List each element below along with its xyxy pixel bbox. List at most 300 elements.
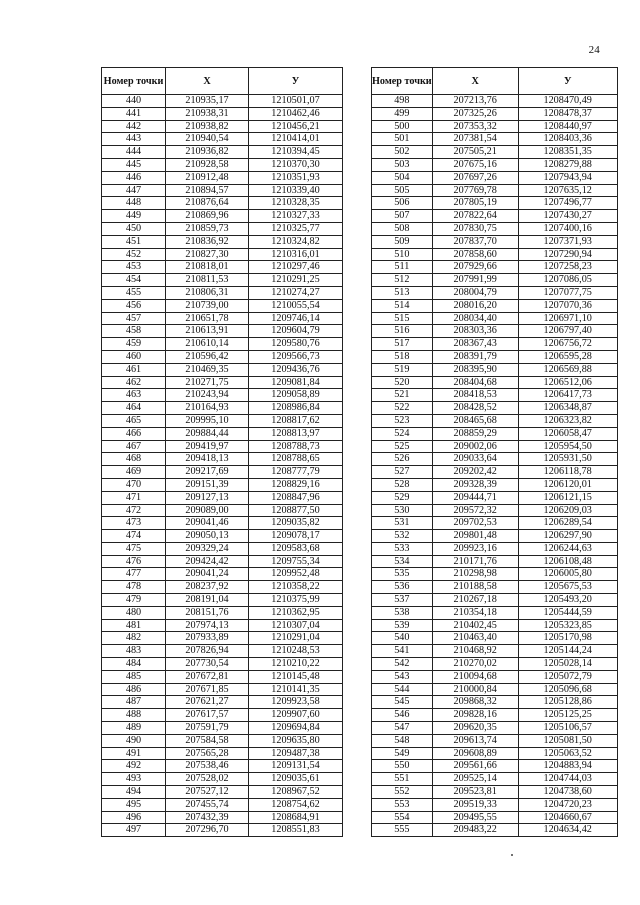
table-row — [372, 606, 618, 619]
cell-x: 209002,06 — [432, 440, 518, 453]
cell-x: 210243,94 — [166, 389, 249, 402]
cell-y: 1206569,88 — [518, 363, 617, 376]
cell-x: 210094,68 — [432, 670, 518, 683]
cell-point-number: 545 — [372, 696, 433, 709]
cell-x: 208418,53 — [432, 389, 518, 402]
cell-y: 1209694,84 — [249, 722, 343, 735]
table-row — [102, 184, 343, 197]
cell-y: 1207430,27 — [518, 210, 617, 223]
cell-x: 207858,60 — [432, 248, 518, 261]
cell-x: 209444,71 — [432, 491, 518, 504]
cell-y: 1210370,30 — [249, 158, 343, 171]
cell-x: 209424,42 — [166, 555, 249, 568]
table-row — [102, 606, 343, 619]
cell-y: 1208684,91 — [249, 811, 343, 824]
cell-x: 209418,13 — [166, 453, 249, 466]
table-row — [102, 517, 343, 530]
cell-y: 1204744,03 — [518, 773, 617, 786]
cell-y: 1210145,48 — [249, 670, 343, 683]
cell-x: 209828,16 — [432, 709, 518, 722]
table-row — [372, 402, 618, 415]
cell-point-number: 495 — [102, 798, 166, 811]
cell-x: 210940,54 — [166, 133, 249, 146]
table-row — [102, 95, 343, 108]
header-y: У — [249, 68, 343, 95]
cell-point-number: 541 — [372, 645, 433, 658]
table-row — [372, 440, 618, 453]
cell-y: 1206244,63 — [518, 542, 617, 555]
table-row — [372, 722, 618, 735]
cell-y: 1210351,93 — [249, 171, 343, 184]
cell-y: 1207496,77 — [518, 197, 617, 210]
cell-y: 1210274,27 — [249, 286, 343, 299]
cell-point-number: 491 — [102, 747, 166, 760]
cell-point-number: 506 — [372, 197, 433, 210]
table-row — [372, 760, 618, 773]
cell-x: 207675,16 — [432, 158, 518, 171]
cell-x: 207974,13 — [166, 619, 249, 632]
cell-x: 209525,14 — [432, 773, 518, 786]
cell-point-number: 440 — [102, 95, 166, 108]
cell-x: 209523,81 — [432, 786, 518, 799]
cell-x: 207671,85 — [166, 683, 249, 696]
cell-point-number: 468 — [102, 453, 166, 466]
cell-point-number: 522 — [372, 402, 433, 415]
cell-x: 208395,90 — [432, 363, 518, 376]
table-row — [102, 120, 343, 133]
cell-point-number: 459 — [102, 338, 166, 351]
table-row — [102, 350, 343, 363]
cell-x: 207591,79 — [166, 722, 249, 735]
cell-point-number: 515 — [372, 312, 433, 325]
cell-x: 207672,81 — [166, 670, 249, 683]
cell-x: 207805,19 — [432, 197, 518, 210]
cell-x: 209702,53 — [432, 517, 518, 530]
cell-y: 1205125,25 — [518, 709, 617, 722]
cell-point-number: 493 — [102, 773, 166, 786]
table-row — [372, 619, 618, 632]
cell-x: 210859,73 — [166, 222, 249, 235]
cell-point-number: 453 — [102, 261, 166, 274]
table-row — [372, 491, 618, 504]
cell-point-number: 479 — [102, 594, 166, 607]
cell-x: 207822,64 — [432, 210, 518, 223]
table-row — [102, 734, 343, 747]
table-row — [372, 696, 618, 709]
cell-y: 1209081,84 — [249, 376, 343, 389]
table-row — [372, 133, 618, 146]
cell-x: 207584,58 — [166, 734, 249, 747]
cell-x: 207621,27 — [166, 696, 249, 709]
header-point-number: Номер точки — [102, 68, 166, 95]
cell-y: 1205028,14 — [518, 658, 617, 671]
table-row — [102, 146, 343, 159]
cell-point-number: 523 — [372, 414, 433, 427]
cell-y: 1208754,62 — [249, 798, 343, 811]
cell-y: 1208986,84 — [249, 402, 343, 415]
cell-x: 209033,64 — [432, 453, 518, 466]
cell-y: 1208788,65 — [249, 453, 343, 466]
cell-x: 207505,21 — [432, 146, 518, 159]
cell-point-number: 550 — [372, 760, 433, 773]
table-row — [372, 389, 618, 402]
cell-point-number: 481 — [102, 619, 166, 632]
cell-point-number: 448 — [102, 197, 166, 210]
table-row — [372, 504, 618, 517]
cell-y: 1209058,89 — [249, 389, 343, 402]
cell-x: 208016,20 — [432, 299, 518, 312]
cell-y: 1209035,61 — [249, 773, 343, 786]
cell-y: 1208847,96 — [249, 491, 343, 504]
cell-y: 1207943,94 — [518, 171, 617, 184]
cell-y: 1206512,06 — [518, 376, 617, 389]
cell-y: 1207070,36 — [518, 299, 617, 312]
cell-point-number: 478 — [102, 581, 166, 594]
cell-point-number: 539 — [372, 619, 433, 632]
table-row — [102, 581, 343, 594]
cell-point-number: 524 — [372, 427, 433, 440]
cell-y: 1209746,14 — [249, 312, 343, 325]
cell-point-number: 445 — [102, 158, 166, 171]
cell-x: 208428,52 — [432, 402, 518, 415]
table-row — [102, 133, 343, 146]
cell-point-number: 552 — [372, 786, 433, 799]
table-row — [102, 709, 343, 722]
table-row — [372, 568, 618, 581]
cell-y: 1205106,57 — [518, 722, 617, 735]
cell-y: 1208813,97 — [249, 427, 343, 440]
cell-x: 210000,84 — [432, 683, 518, 696]
cell-point-number: 527 — [372, 466, 433, 479]
cell-y: 1204660,67 — [518, 811, 617, 824]
table-row — [372, 798, 618, 811]
cell-y: 1210325,77 — [249, 222, 343, 235]
cell-point-number: 540 — [372, 632, 433, 645]
cell-point-number: 455 — [102, 286, 166, 299]
cell-point-number: 456 — [102, 299, 166, 312]
table-row — [102, 760, 343, 773]
cell-x: 208465,68 — [432, 414, 518, 427]
cell-point-number: 464 — [102, 402, 166, 415]
cell-point-number: 508 — [372, 222, 433, 235]
table-row — [102, 376, 343, 389]
table-row — [372, 824, 618, 837]
table-row — [102, 466, 343, 479]
cell-x: 210827,30 — [166, 248, 249, 261]
table-row — [372, 427, 618, 440]
table-row — [102, 338, 343, 351]
cell-y: 1206289,54 — [518, 517, 617, 530]
table-row — [372, 248, 618, 261]
cell-y: 1206121,15 — [518, 491, 617, 504]
cell-x: 207837,70 — [432, 235, 518, 248]
cell-point-number: 542 — [372, 658, 433, 671]
table-header-row — [372, 68, 618, 95]
cell-x: 208303,36 — [432, 325, 518, 338]
cell-x: 207213,76 — [432, 95, 518, 108]
cell-y: 1205063,52 — [518, 747, 617, 760]
cell-y: 1209035,82 — [249, 517, 343, 530]
cell-y: 1210141,35 — [249, 683, 343, 696]
table-row — [102, 594, 343, 607]
cell-y: 1205444,59 — [518, 606, 617, 619]
cell-point-number: 484 — [102, 658, 166, 671]
cell-point-number: 507 — [372, 210, 433, 223]
cell-x: 210271,75 — [166, 376, 249, 389]
table-row — [102, 786, 343, 799]
cell-y: 1208478,37 — [518, 107, 617, 120]
cell-x: 207617,57 — [166, 709, 249, 722]
cell-y: 1205170,98 — [518, 632, 617, 645]
cell-x: 210188,58 — [432, 581, 518, 594]
cell-y: 1208829,16 — [249, 478, 343, 491]
cell-x: 208367,43 — [432, 338, 518, 351]
cell-point-number: 454 — [102, 274, 166, 287]
cell-x: 210876,64 — [166, 197, 249, 210]
cell-x: 209884,44 — [166, 427, 249, 440]
cell-point-number: 441 — [102, 107, 166, 120]
table-row — [372, 517, 618, 530]
cell-point-number: 512 — [372, 274, 433, 287]
cell-y: 1208351,35 — [518, 146, 617, 159]
cell-x: 210468,92 — [432, 645, 518, 658]
cell-x: 208859,29 — [432, 427, 518, 440]
cell-point-number: 528 — [372, 478, 433, 491]
stray-mark — [511, 854, 513, 856]
cell-x: 207432,39 — [166, 811, 249, 824]
table-row — [372, 338, 618, 351]
header-x: X — [432, 68, 518, 95]
cell-x: 210928,58 — [166, 158, 249, 171]
cell-x: 210164,93 — [166, 402, 249, 415]
table-row — [102, 235, 343, 248]
table-row — [372, 453, 618, 466]
cell-point-number: 489 — [102, 722, 166, 735]
cell-x: 207455,74 — [166, 798, 249, 811]
cell-x: 210912,48 — [166, 171, 249, 184]
cell-y: 1210307,04 — [249, 619, 343, 632]
cell-x: 210818,01 — [166, 261, 249, 274]
cell-x: 207538,46 — [166, 760, 249, 773]
cell-point-number: 514 — [372, 299, 433, 312]
cell-x: 208391,79 — [432, 350, 518, 363]
cell-y: 1209078,17 — [249, 530, 343, 543]
cell-x: 210354,18 — [432, 606, 518, 619]
cell-x: 209561,66 — [432, 760, 518, 773]
cell-y: 1206058,47 — [518, 427, 617, 440]
cell-y: 1208440,97 — [518, 120, 617, 133]
coordinates-table-left — [101, 67, 343, 837]
table-row — [372, 581, 618, 594]
table-row — [372, 773, 618, 786]
cell-x: 208151,76 — [166, 606, 249, 619]
cell-y: 1206108,48 — [518, 555, 617, 568]
cell-x: 209041,46 — [166, 517, 249, 530]
cell-y: 1205081,50 — [518, 734, 617, 747]
cell-y: 1206118,78 — [518, 466, 617, 479]
table-row — [372, 325, 618, 338]
cell-y: 1210462,46 — [249, 107, 343, 120]
cell-point-number: 535 — [372, 568, 433, 581]
table-row — [102, 248, 343, 261]
cell-point-number: 490 — [102, 734, 166, 747]
cell-point-number: 444 — [102, 146, 166, 159]
cell-x: 207296,70 — [166, 824, 249, 837]
cell-y: 1207371,93 — [518, 235, 617, 248]
table-row — [372, 542, 618, 555]
cell-y: 1209755,34 — [249, 555, 343, 568]
cell-x: 207527,12 — [166, 786, 249, 799]
cell-point-number: 525 — [372, 440, 433, 453]
table-row — [372, 95, 618, 108]
cell-x: 207697,26 — [432, 171, 518, 184]
table-row — [372, 414, 618, 427]
table-row — [372, 158, 618, 171]
cell-x: 210869,96 — [166, 210, 249, 223]
cell-y: 1206797,40 — [518, 325, 617, 338]
cell-y: 1204738,60 — [518, 786, 617, 799]
table-row — [102, 811, 343, 824]
cell-y: 1206756,72 — [518, 338, 617, 351]
cell-point-number: 451 — [102, 235, 166, 248]
table-row — [102, 747, 343, 760]
cell-y: 1207086,05 — [518, 274, 617, 287]
cell-y: 1210375,99 — [249, 594, 343, 607]
table-row — [102, 427, 343, 440]
table-row — [372, 235, 618, 248]
cell-x: 209613,74 — [432, 734, 518, 747]
cell-y: 1209635,80 — [249, 734, 343, 747]
cell-y: 1206417,73 — [518, 389, 617, 402]
header-point-number: Номер точки — [372, 68, 433, 95]
cell-point-number: 503 — [372, 158, 433, 171]
cell-x: 210894,57 — [166, 184, 249, 197]
cell-y: 1209487,38 — [249, 747, 343, 760]
table-row — [102, 658, 343, 671]
cell-y: 1206005,80 — [518, 568, 617, 581]
cell-x: 210935,17 — [166, 95, 249, 108]
table-row — [372, 555, 618, 568]
cell-x: 207826,94 — [166, 645, 249, 658]
table-row — [102, 542, 343, 555]
cell-y: 1206209,03 — [518, 504, 617, 517]
cell-point-number: 462 — [102, 376, 166, 389]
cell-x: 210402,45 — [432, 619, 518, 632]
cell-point-number: 496 — [102, 811, 166, 824]
cell-y: 1209604,79 — [249, 325, 343, 338]
cell-y: 1204634,42 — [518, 824, 617, 837]
cell-y: 1210327,33 — [249, 210, 343, 223]
cell-point-number: 546 — [372, 709, 433, 722]
cell-x: 209202,42 — [432, 466, 518, 479]
cell-y: 1208817,62 — [249, 414, 343, 427]
cell-point-number: 532 — [372, 530, 433, 543]
table-row — [372, 670, 618, 683]
cell-y: 1206348,87 — [518, 402, 617, 415]
cell-point-number: 499 — [372, 107, 433, 120]
cell-point-number: 516 — [372, 325, 433, 338]
cell-point-number: 443 — [102, 133, 166, 146]
table-row — [372, 594, 618, 607]
table-row — [372, 107, 618, 120]
cell-point-number: 519 — [372, 363, 433, 376]
cell-y: 1205675,53 — [518, 581, 617, 594]
table-row — [102, 530, 343, 543]
cell-y: 1210210,22 — [249, 658, 343, 671]
table-row — [372, 222, 618, 235]
cell-point-number: 450 — [102, 222, 166, 235]
table-row — [102, 389, 343, 402]
cell-point-number: 449 — [102, 210, 166, 223]
cell-y: 1204720,23 — [518, 798, 617, 811]
table-row — [372, 530, 618, 543]
table-row — [372, 184, 618, 197]
cell-x: 209127,13 — [166, 491, 249, 504]
cell-x: 207381,54 — [432, 133, 518, 146]
page-number: 24 — [588, 44, 600, 56]
table-row — [102, 645, 343, 658]
cell-point-number: 465 — [102, 414, 166, 427]
cell-point-number: 487 — [102, 696, 166, 709]
cell-x: 210613,91 — [166, 325, 249, 338]
table-row — [102, 402, 343, 415]
table-row — [372, 146, 618, 159]
table-row — [372, 632, 618, 645]
table-header-row — [102, 68, 343, 95]
cell-x: 209329,24 — [166, 542, 249, 555]
cell-x: 209041,24 — [166, 568, 249, 581]
table-row — [372, 210, 618, 223]
table-row — [102, 632, 343, 645]
cell-y: 1206971,10 — [518, 312, 617, 325]
cell-y: 1205144,24 — [518, 645, 617, 658]
table-row — [372, 286, 618, 299]
cell-x: 210270,02 — [432, 658, 518, 671]
table-row — [372, 747, 618, 760]
cell-x: 209328,39 — [432, 478, 518, 491]
cell-point-number: 537 — [372, 594, 433, 607]
cell-x: 209495,55 — [432, 811, 518, 824]
cell-point-number: 488 — [102, 709, 166, 722]
cell-y: 1210358,22 — [249, 581, 343, 594]
cell-y: 1208551,83 — [249, 824, 343, 837]
cell-point-number: 460 — [102, 350, 166, 363]
cell-point-number: 467 — [102, 440, 166, 453]
cell-point-number: 492 — [102, 760, 166, 773]
cell-y: 1205954,50 — [518, 440, 617, 453]
table-row — [372, 197, 618, 210]
cell-y: 1209131,54 — [249, 760, 343, 773]
cell-point-number: 473 — [102, 517, 166, 530]
cell-y: 1205493,20 — [518, 594, 617, 607]
cell-y: 1209583,68 — [249, 542, 343, 555]
cell-point-number: 486 — [102, 683, 166, 696]
cell-x: 209620,35 — [432, 722, 518, 735]
cell-point-number: 476 — [102, 555, 166, 568]
cell-x: 209801,48 — [432, 530, 518, 543]
cell-y: 1205931,50 — [518, 453, 617, 466]
cell-x: 210811,53 — [166, 274, 249, 287]
cell-x: 210596,42 — [166, 350, 249, 363]
cell-point-number: 480 — [102, 606, 166, 619]
cell-x: 210171,76 — [432, 555, 518, 568]
cell-y: 1206323,82 — [518, 414, 617, 427]
cell-x: 207830,75 — [432, 222, 518, 235]
cell-point-number: 452 — [102, 248, 166, 261]
cell-point-number: 458 — [102, 325, 166, 338]
table-row — [372, 299, 618, 312]
table-row — [102, 158, 343, 171]
